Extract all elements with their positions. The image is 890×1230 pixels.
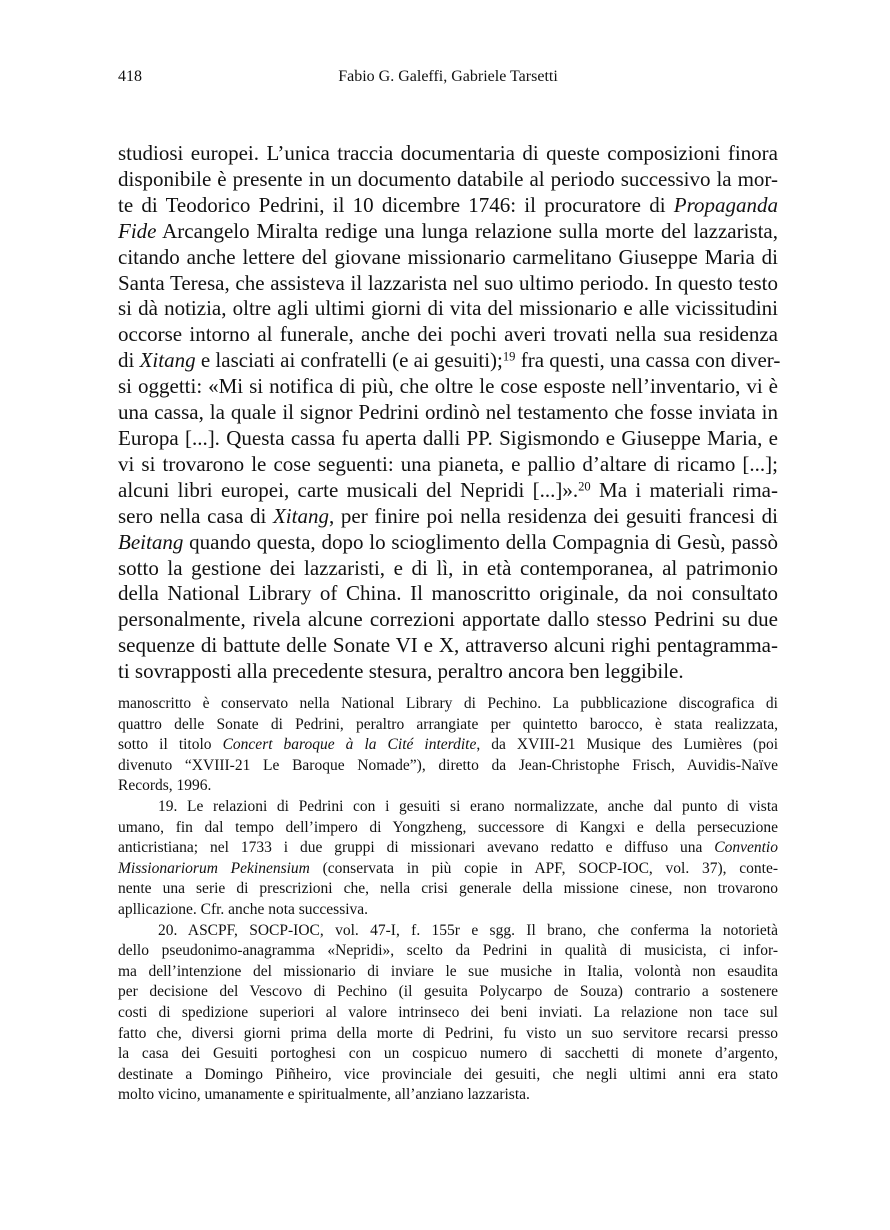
text-line	[118, 296, 778, 322]
text-run: molto vicino, umanamente e spiritualmente, all’anziano lazzarista.	[118, 1086, 530, 1104]
text-run: , da XVIII-21 Musique des Lumières (poi	[476, 736, 779, 754]
text-run: sotto il titolo	[118, 736, 223, 754]
italic-text: Propaganda	[673, 192, 778, 217]
footnote-line	[118, 838, 778, 859]
text-run: sero nella casa di	[118, 503, 273, 528]
footnote-line	[118, 776, 778, 797]
footnote-line	[118, 982, 778, 1003]
footnote-line	[118, 694, 778, 715]
text-run: si dà notizia, oltre agli ultimi giorni di vita del missionario e alle vicissitudini	[118, 296, 778, 321]
footnote-line	[118, 859, 778, 880]
page-number: 418	[118, 68, 142, 85]
text-run: una cassa, la quale il signor Pedrini ordinò nel testamento che fosse inviata in	[118, 400, 778, 425]
text-run: sequenze di battute delle Sonate VI e X, attraverso alcuni righi pentagramma-	[118, 633, 778, 658]
text-run: Records, 1996.	[118, 777, 212, 795]
text-run: umano, fin dal tempo dell’impero di Yongzheng, successore di Kangxi e della persecuzione	[118, 818, 778, 836]
footnote-line	[118, 879, 778, 900]
text-run: costi di spedizione superiori al valore intrinseco dei beni inviati. La relazione non tace sul	[118, 1003, 778, 1021]
text-run: occorse intorno al funerale, anche dei pochi averi trovati nella sua residenza	[118, 322, 778, 347]
text-run: apllicazione. Cfr. anche nota successiva.	[118, 900, 369, 918]
footnote-line	[118, 962, 778, 983]
italic-text: Xitang	[139, 348, 196, 373]
text-line	[118, 400, 778, 426]
text-run: alcuni libri europei, carte musicali del Nepridi [...]».	[118, 477, 579, 502]
text-run: 19. Le relazioni di Pedrini con i gesuiti si erano normalizzate, anche dal punto di vista	[158, 797, 778, 815]
footnote-line	[118, 818, 778, 839]
footnote-ref: 19	[502, 349, 516, 364]
text-line	[118, 374, 778, 400]
text-run: Santa Teresa, che assisteva il lazzarista nel suo ultimo periodo. In questo testo	[118, 270, 778, 295]
footnote-line	[118, 1085, 778, 1106]
footnote-line	[118, 1003, 778, 1024]
footnote-line	[118, 921, 778, 942]
text-run: ti sovrapposti alla precedente stesura, peraltro ancora ben leggibile.	[118, 659, 684, 684]
footnote-line	[118, 756, 778, 777]
italic-text: Concert baroque à la Cité interdite	[222, 736, 477, 754]
text-run: personalmente, rivela alcune correzioni apportate dallo stesso Pedrini su due	[118, 607, 778, 632]
text-run: divenuto “XVIII-21 Le Baroque Nomade”), diretto da Jean-Christophe Frisch, Auvidis-Naïve	[118, 756, 778, 774]
text-line	[118, 193, 778, 219]
text-run: quattro delle Sonate di Pedrini, peraltro arrangiate per quintetto barocco, è stata realizzata,	[118, 715, 778, 733]
italic-text: Xitang	[272, 503, 329, 528]
text-line	[118, 633, 778, 659]
text-run: Ma i materiali rima-	[590, 477, 778, 502]
text-run: anticristiana; nel 1733 i due gruppi di missionari avevano redatto e diffuso una	[118, 839, 715, 857]
text-run: quando questa, dopo lo scioglimento della Compagnia di Gesù, passò	[183, 529, 778, 554]
text-line	[118, 426, 778, 452]
text-line	[118, 167, 778, 193]
text-run: citando anche lettere del giovane missionario carmelitano Giuseppe Maria di	[118, 244, 778, 269]
text-run: destinate a Domingo Piñheiro, vice provinciale dei gesuiti, che negli ultimi anni era stato	[118, 1065, 778, 1083]
footnote-line	[118, 797, 778, 818]
text-line	[118, 659, 778, 685]
footnote-line	[118, 735, 778, 756]
main-text	[118, 141, 781, 685]
text-line	[118, 219, 778, 245]
text-run: ma dell’intenzione del missionario di inviare le sue musiche in Italia, volontà non esaudita	[118, 962, 778, 980]
text-run: vi si trovarono le cose seguenti: una pianeta, e pallio d’altare di ricamo [...];	[118, 451, 778, 476]
text-line	[118, 322, 778, 348]
footnote-line	[118, 941, 778, 962]
text-line	[118, 556, 778, 582]
text-run: dello pseudonimo-anagramma «Nepridi», scelto da Pedrini in qualità di musicista, ci infor-	[118, 942, 778, 960]
text-line	[118, 245, 778, 271]
footnote-ref: 20	[578, 479, 591, 494]
text-run: manoscritto è conservato nella National Library di Pechino. La pubblicazione discografica di	[118, 695, 778, 712]
italic-text: Fide	[118, 218, 157, 243]
text-run: Europa [...]. Questa cassa fu aperta dalli PP. Sigismondo e Giuseppe Maria, e	[118, 425, 778, 450]
text-line	[118, 581, 778, 607]
text-run: nente una serie di prescrizioni che, nella crisi generale della missione cinese, non trovarono	[118, 880, 778, 898]
text-line	[118, 478, 778, 504]
text-line	[118, 271, 778, 297]
text-run: della National Library of China. Il manoscritto originale, da noi consultato	[118, 581, 778, 606]
text-run: disponibile è presente in un documento databile al periodo successivo la mor-	[118, 166, 778, 191]
text-run: 20. ASCPF, SOCP-IOC, vol. 47-I, f. 155r e sgg. Il brano, che conferma la notorietà	[158, 921, 778, 939]
text-line	[118, 607, 778, 633]
text-run: e lasciati ai confratelli (e ai gesuiti);	[195, 348, 503, 373]
page-header	[118, 68, 778, 92]
text-run: si oggetti: «Mi si notifica di più, che oltre le cose esposte nell’inventario, vi è	[118, 374, 778, 399]
footnote-line	[118, 1044, 778, 1065]
footnote-line	[118, 1024, 778, 1045]
italic-text: Missionariorum Pekinensium	[118, 859, 310, 877]
text-run: la casa dei Gesuiti portoghesi con un cospicuo numero di sacchetti di monete d’argento,	[118, 1045, 778, 1063]
text-run: sotto la gestione dei lazzaristi, e di lì, in età contemporanea, al patrimonio	[118, 555, 778, 580]
footnote-line	[118, 900, 778, 921]
italic-text: Beitang	[118, 529, 184, 554]
footnotes	[118, 694, 778, 1106]
text-line	[118, 141, 778, 167]
text-line	[118, 348, 781, 374]
footnote-line	[118, 715, 778, 736]
text-run: fatto che, diversi giorni prima della morte di Pedrini, fu visto un suo servitore recarsi presso	[118, 1024, 778, 1042]
text-run: Arcangelo Miralta redige una lunga relazione sulla morte del lazzarista,	[156, 218, 778, 243]
text-run: per decisione del Vescovo di Pechino (il gesuita Polycarpo de Souza) contrario a sostenere	[118, 983, 778, 1001]
text-run: te di Teodorico Pedrini, il 10 dicembre 1746: il procuratore di	[118, 192, 674, 217]
footnote-line	[118, 1065, 778, 1086]
text-run: studiosi europei. L’unica traccia documentaria di queste composizioni finora	[118, 141, 778, 165]
text-run: , per finire poi nella residenza dei gesuiti francesi di	[328, 503, 778, 528]
italic-text: Conventio	[714, 839, 778, 857]
running-head: Fabio G. Galeffi, Gabriele Tarsetti	[338, 68, 558, 85]
text-line	[118, 452, 778, 478]
text-run: fra questi, una cassa con diver-	[515, 348, 781, 373]
text-run: (conservata in più copie in APF, SOCP-IOC, vol. 37), conte-	[309, 859, 778, 877]
text-line	[118, 504, 778, 530]
text-run: di	[118, 348, 140, 373]
text-line	[118, 530, 778, 556]
